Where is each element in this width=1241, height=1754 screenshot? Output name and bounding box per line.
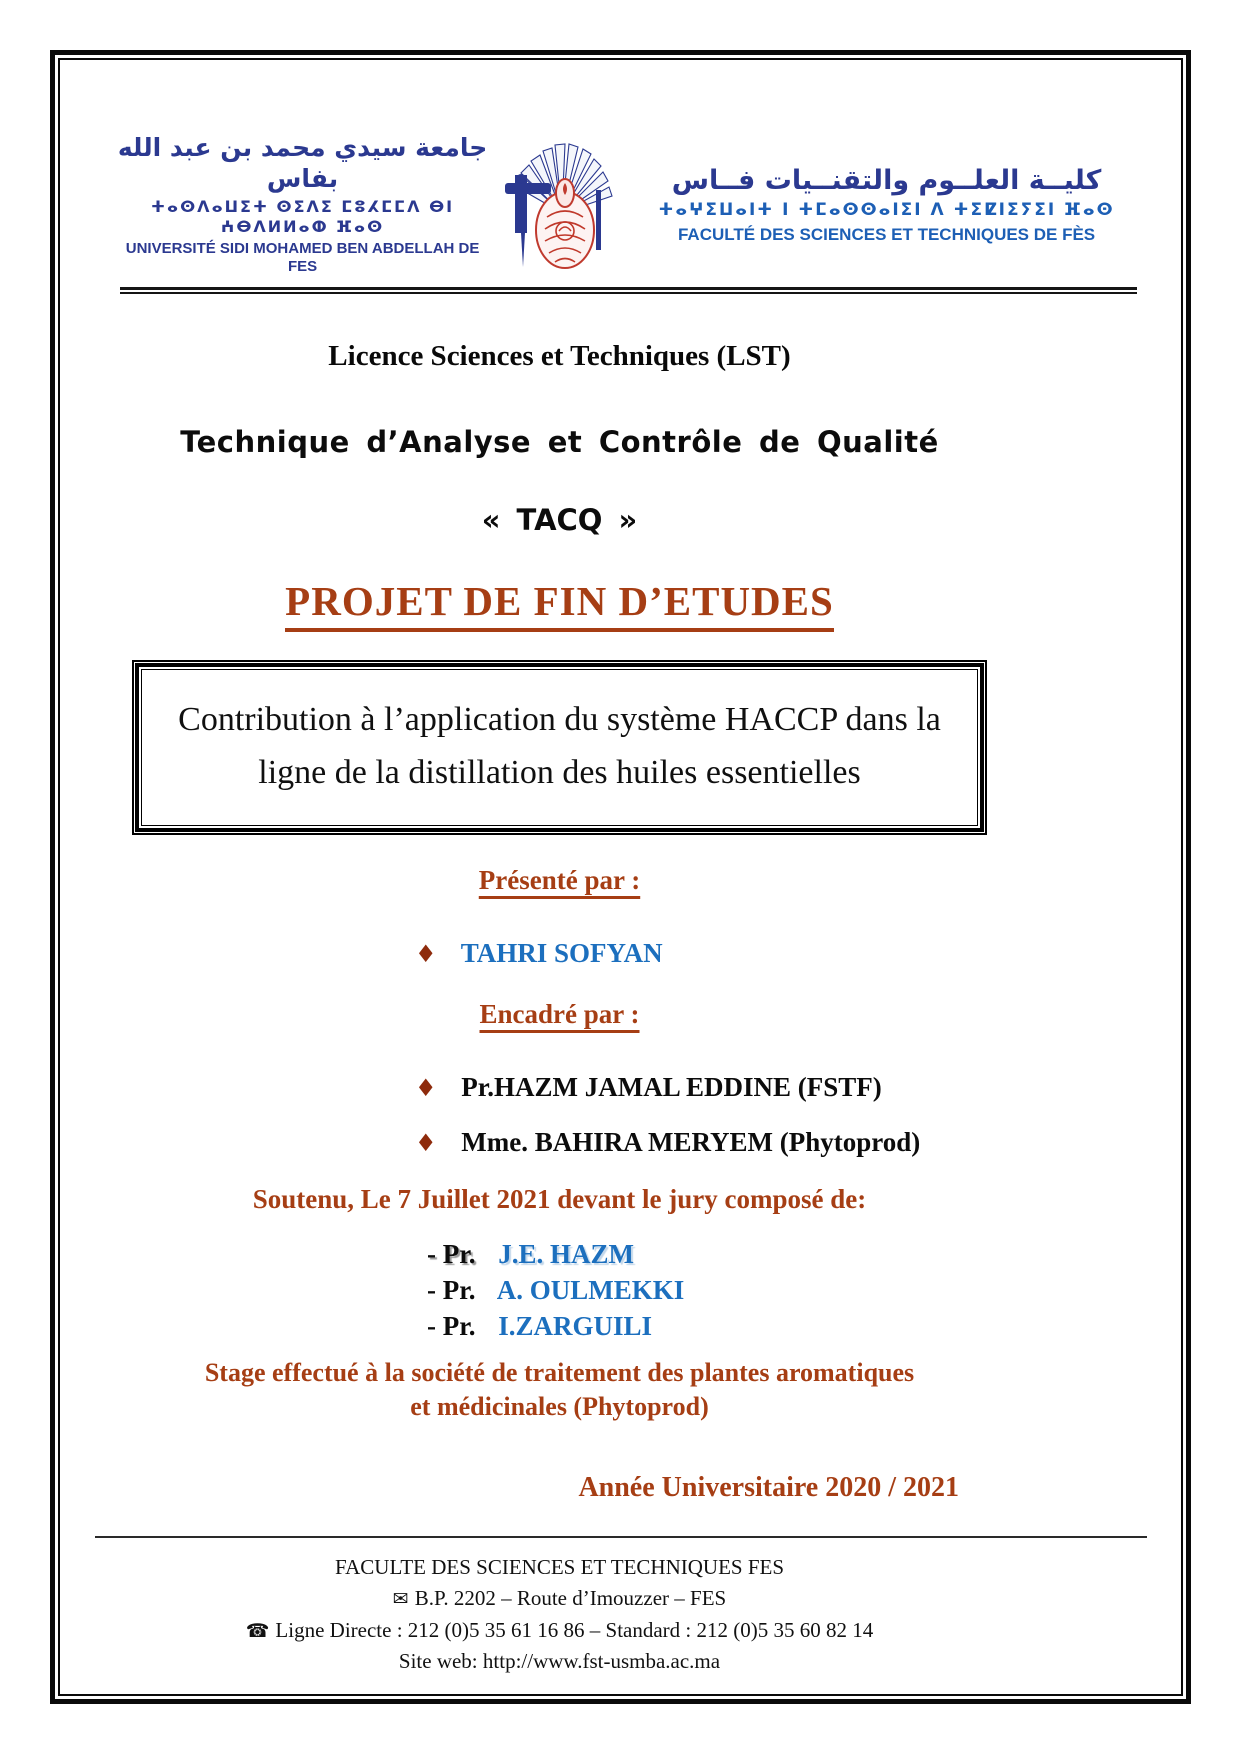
faculty-name-block — [630, 164, 1143, 245]
supervisor-name: Pr.HAZM JAMAL EDDINE (FSTF) — [461, 1072, 882, 1103]
footer-address-line — [132, 1583, 987, 1615]
defense-statement: Soutenu, Le 7 Juillet 2021 devant le jury composé de: — [252, 1184, 867, 1215]
supervisor-name: Mme. BAHIRA MERYEM (Phytoprod) — [461, 1127, 921, 1158]
subject-title: Contribution à l’application du système HACCP dans la ligne de la distillation des huiles essentielles — [141, 669, 978, 826]
jury-list — [427, 1237, 987, 1344]
diamond-bullet-icon: ♦ — [415, 1074, 437, 1103]
university-logo — [499, 135, 624, 275]
university-emblem-icon — [499, 135, 624, 275]
university-name-arabic: جامعة سيدي محمد بن عبد الله بفاس — [117, 133, 488, 194]
subject-box-mid-border — [135, 663, 984, 832]
academic-year: Année Universitaire 2020 / 2021 — [578, 1471, 959, 1503]
jury-member-name: I.ZARGUILI — [498, 1310, 653, 1341]
jury-member-title: - Pr. — [427, 1275, 476, 1305]
main-content — [132, 340, 987, 1504]
supervisor-line — [415, 1072, 987, 1103]
university-header — [112, 132, 1143, 277]
presented-by-heading: Présenté par : — [478, 865, 641, 896]
footer-phones: Ligne Directe : 212 (0)5 35 61 16 86 – Standard : 212 (0)5 35 60 82 14 — [275, 1617, 874, 1642]
degree-title: Licence Sciences et Techniques (LST) — [328, 340, 791, 372]
footer-block — [132, 1552, 987, 1678]
student-line — [415, 938, 987, 969]
presented-by-heading-wrap — [132, 865, 987, 896]
diamond-bullet-icon: ♦ — [415, 940, 437, 969]
page-border-inner — [58, 58, 1183, 1696]
jury-member-name: J.E. HAZM — [498, 1239, 635, 1270]
mail-icon: ✉ — [392, 1588, 409, 1611]
jury-member — [427, 1309, 987, 1345]
university-name-tifinagh: ⵜⴰⵙⴷⴰⵡⵉⵜ ⵙⵉⴷⵉ ⵎⵓⵃⵎⵎⴷ ⴱⵏ ⵄⴱⴷⵍⵍⴰⵀ ⴼⴰⵙ — [151, 196, 455, 236]
jury-member-title: - Pr. — [427, 1239, 476, 1270]
jury-member — [427, 1273, 987, 1309]
footer-address: B.P. 2202 – Route d’Imouzzer – FES — [414, 1586, 727, 1611]
footer-phone-line — [132, 1615, 987, 1647]
project-title: PROJET DE FIN D’ETUDES — [285, 577, 834, 632]
jury-member-title: - Pr. — [427, 1310, 476, 1341]
subject-box — [132, 660, 987, 835]
page-border-outer — [50, 50, 1191, 1704]
university-name-french: UNIVERSITÉ SIDI MOHAMED BEN ABDELLAH DE FES — [125, 239, 480, 276]
faculty-name-tifinagh: ⵜⴰⵖⵉⵡⴰⵏⵜ ⵏ ⵜⵎⴰⵙⵙⴰⵏⵉⵏ ⴷ ⵜⵉⵇⵏⵉⵢⵉⵏ ⴼⴰⵙ — [658, 199, 1115, 220]
diamond-bullet-icon: ♦ — [415, 1129, 437, 1158]
footer-website: Site web: http://www.fst-usmba.ac.ma — [398, 1649, 721, 1674]
internship-line: et médicinales (Phytoprod) — [410, 1392, 709, 1422]
jury-member — [427, 1237, 987, 1273]
internship-statement — [132, 1356, 987, 1424]
footer-divider — [95, 1536, 1147, 1538]
faculty-name-french: FACULTÉ DES SCIENCES ET TECHNIQUES DE FÈS — [677, 224, 1096, 244]
supervised-by-heading: Encadré par : — [479, 999, 640, 1030]
internship-line: Stage effectué à la société de traitement des plantes aromatiques — [204, 1358, 915, 1388]
project-title-wrap — [132, 577, 987, 632]
header-divider — [120, 287, 1137, 294]
program-acronym: « TACQ » — [481, 503, 638, 537]
faculty-name-arabic: كليــة العلــوم والتقنــيات فــاس — [671, 164, 1102, 196]
supervisor-line — [415, 1127, 987, 1158]
student-name: TAHRI SOFYAN — [460, 938, 663, 969]
jury-member-name: A. OULMEKKI — [496, 1275, 685, 1305]
supervised-by-heading-wrap — [132, 999, 987, 1030]
program-title: Technique d’Analyse et Contrôle de Qualité — [180, 425, 939, 459]
footer-faculty-name: FACULTE DES SCIENCES ET TECHNIQUES FES — [334, 1554, 785, 1579]
university-name-block — [112, 132, 493, 277]
phone-icon: ☎ — [245, 1619, 270, 1642]
